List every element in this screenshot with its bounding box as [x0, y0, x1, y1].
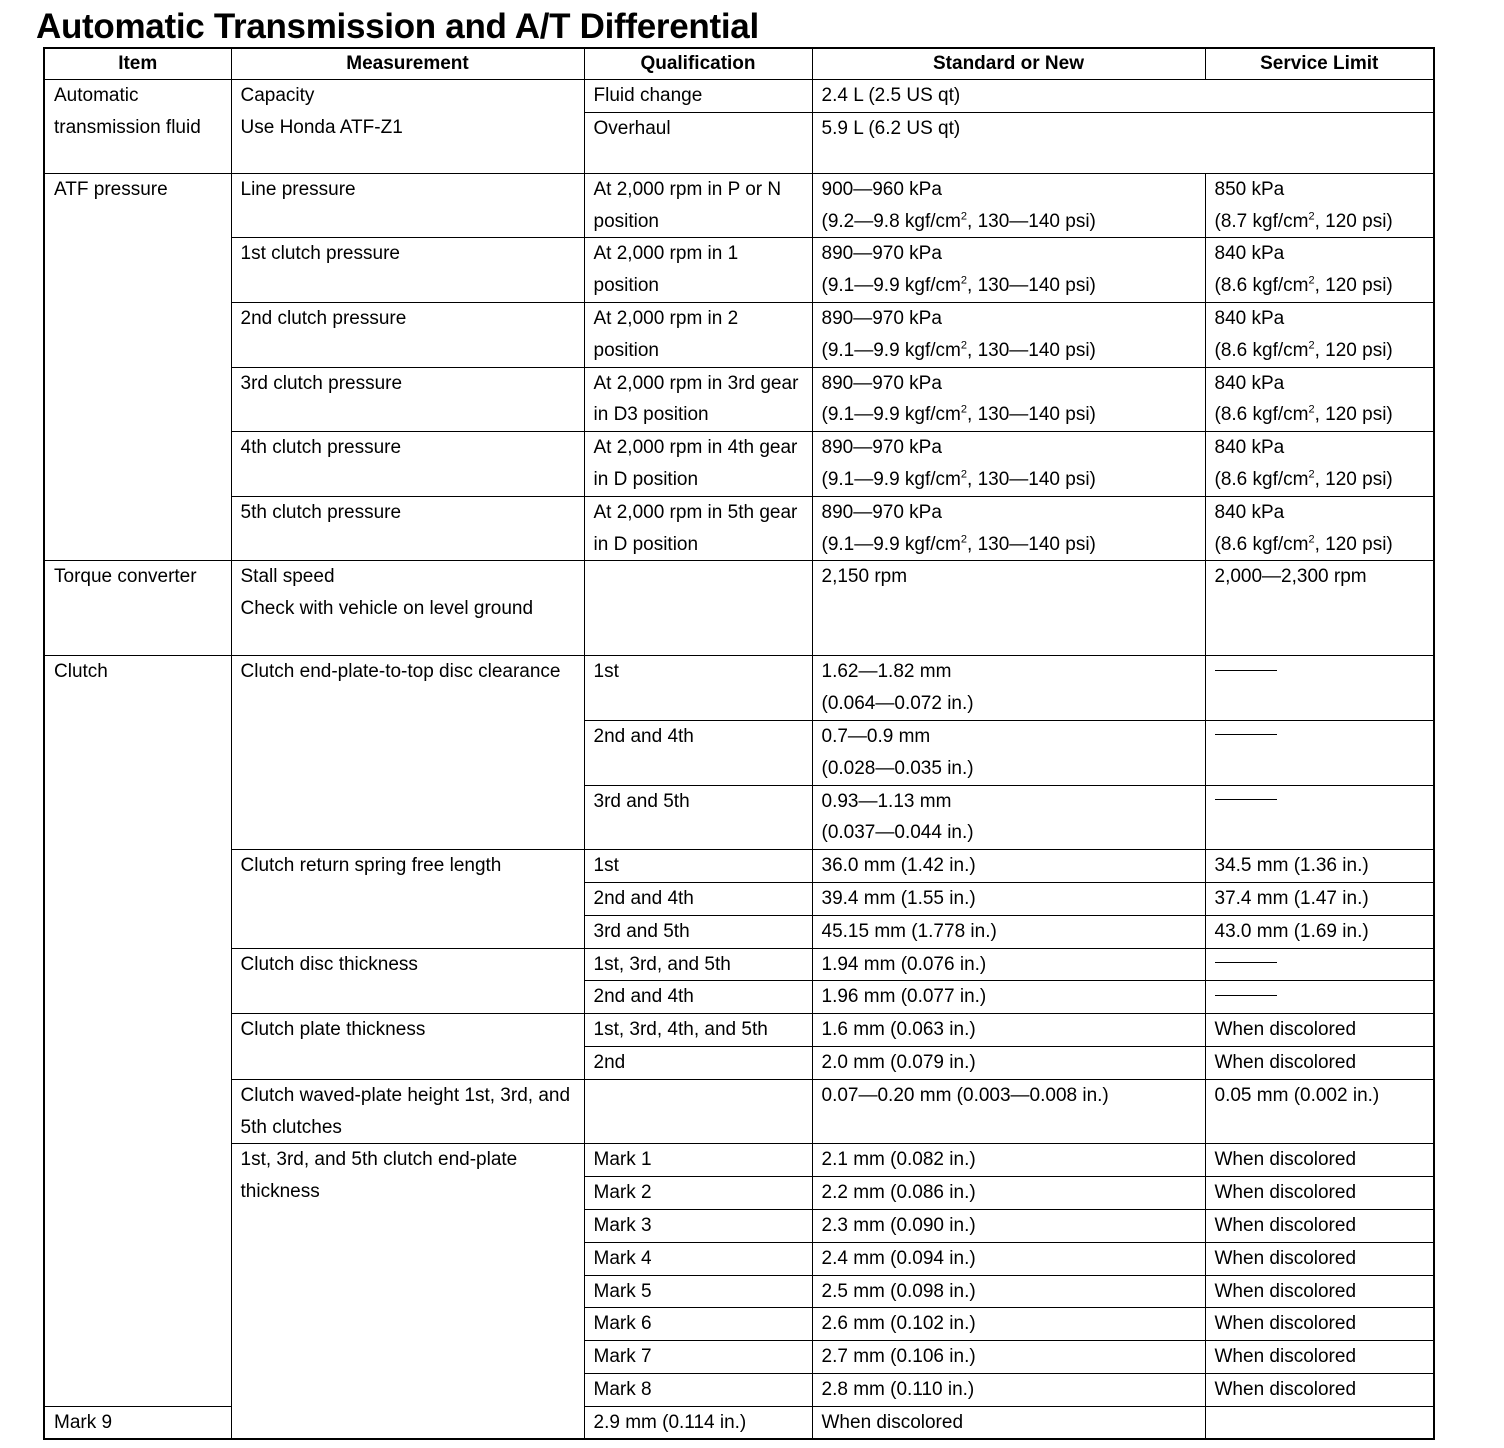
superscript: 2	[1308, 339, 1315, 352]
superscript: 2	[960, 404, 968, 417]
limit-cell: When discolored	[1205, 1014, 1434, 1047]
limit-cell	[1205, 367, 1434, 432]
standard-cell: 2.5 mm (0.098 in.)	[812, 1275, 1205, 1308]
measurement-cell: 1st clutch pressure	[231, 238, 584, 303]
limit-value-alt	[1215, 529, 1425, 561]
standard-value-alt: (0.028—0.035 in.)	[821, 757, 974, 779]
measurement-cell: 4th clutch pressure	[231, 432, 584, 497]
table-row	[44, 238, 1434, 303]
value-part: (8.6 kgf/cm	[1214, 404, 1309, 426]
value-part: (9.1—9.9 kgf/cm	[821, 468, 961, 490]
qualification-cell: 1st, 3rd, 4th, and 5th	[584, 1014, 812, 1047]
limit-cell: When discolored	[812, 1406, 1205, 1439]
value-part: (9.1—9.9 kgf/cm	[821, 533, 961, 555]
superscript: 2	[1308, 210, 1315, 223]
standard-value: 890—970 kPa	[821, 501, 942, 523]
standard-cell: 2.3 mm (0.090 in.)	[812, 1209, 1205, 1242]
measurement-label: Stall speed	[240, 566, 335, 588]
qualification-cell: Mark 8	[584, 1373, 812, 1406]
standard-cell	[812, 656, 1205, 721]
standard-cell: 2.7 mm (0.106 in.)	[812, 1341, 1205, 1374]
standard-value: 890—970 kPa	[821, 372, 942, 394]
limit-value-alt	[1215, 335, 1425, 367]
limit-value-alt	[1215, 399, 1425, 431]
measurement-cell: Clutch disc thickness	[231, 948, 584, 1014]
standard-cell: 5.9 L (6.2 US qt)	[812, 112, 1434, 173]
qualification-cell: 1st, 3rd, and 5th	[584, 948, 812, 981]
limit-value-alt	[1215, 206, 1425, 238]
limit-cell: When discolored	[1205, 1341, 1434, 1374]
standard-value-alt	[822, 399, 1196, 431]
superscript: 2	[1308, 533, 1315, 546]
limit-cell: 2,000—2,300 rpm	[1205, 561, 1434, 656]
limit-value: 840 kPa	[1214, 307, 1285, 329]
qualification-cell: Mark 4	[584, 1242, 812, 1275]
no-limit-dash	[1215, 995, 1277, 996]
qualification-cell: 3rd and 5th	[584, 785, 812, 850]
table-row	[44, 948, 1434, 981]
value-part: , 130—140 psi)	[967, 339, 1096, 361]
measurement-cell: 3rd clutch pressure	[231, 367, 584, 432]
standard-cell	[812, 238, 1205, 303]
col-header-qualification: Qualification	[584, 48, 812, 80]
value-part: , 120 psi)	[1314, 339, 1393, 361]
table-row	[44, 496, 1434, 561]
superscript: 2	[960, 533, 968, 546]
qualification-cell: 2nd and 4th	[584, 981, 812, 1014]
limit-cell: 37.4 mm (1.47 in.)	[1205, 882, 1434, 915]
value-part: , 130—140 psi)	[967, 533, 1096, 555]
standard-value-alt: (0.064—0.072 in.)	[821, 693, 974, 715]
measurement-cell: 1st, 3rd, and 5th clutch end-plate thickness	[231, 1144, 584, 1440]
col-header-standard: Standard or New	[812, 48, 1205, 80]
standard-cell	[812, 720, 1205, 785]
limit-cell: When discolored	[1205, 1242, 1434, 1275]
limit-cell	[1205, 981, 1434, 1014]
qualification-cell: 1st	[584, 656, 812, 721]
col-header-measurement: Measurement	[231, 48, 584, 80]
no-limit-dash	[1215, 670, 1277, 671]
qualification-cell: At 2,000 rpm in 5th gear in D position	[584, 496, 812, 561]
limit-cell	[1205, 720, 1434, 785]
col-header-item: Item	[44, 48, 231, 80]
standard-cell: 2.4 L (2.5 US qt)	[812, 80, 1434, 113]
item-cell: Torque converter	[44, 561, 231, 656]
table-row	[44, 656, 1434, 721]
standard-cell: 2.1 mm (0.082 in.)	[812, 1144, 1205, 1177]
value-part: (8.7 kgf/cm	[1214, 210, 1309, 232]
qualification-cell: Overhaul	[584, 112, 812, 173]
standard-cell: 1.94 mm (0.076 in.)	[812, 948, 1205, 981]
table-row	[44, 432, 1434, 497]
measurement-cell: 5th clutch pressure	[231, 496, 584, 561]
value-part: , 130—140 psi)	[967, 468, 1096, 490]
measurement-label: Capacity	[240, 85, 315, 106]
limit-cell	[1205, 173, 1434, 238]
standard-value-alt	[822, 464, 1196, 496]
standard-cell: 2.0 mm (0.079 in.)	[812, 1046, 1205, 1079]
value-part: , 120 psi)	[1314, 275, 1393, 297]
standard-cell: 1.6 mm (0.063 in.)	[812, 1014, 1205, 1047]
qualification-cell: At 2,000 rpm in 1 position	[584, 238, 812, 303]
standard-value-alt	[822, 206, 1196, 238]
standard-value-alt	[822, 270, 1196, 302]
value-part: , 120 psi)	[1314, 404, 1393, 426]
qualification-cell: 2nd and 4th	[584, 720, 812, 785]
standard-value-alt	[822, 529, 1196, 561]
standard-cell: 2.9 mm (0.114 in.)	[584, 1406, 812, 1439]
table-row	[44, 850, 1434, 883]
standard-cell	[812, 367, 1205, 432]
limit-value: 840 kPa	[1214, 501, 1285, 523]
measurement-note: Use Honda ATF-Z1	[240, 116, 403, 138]
standard-value: 1.62—1.82 mm	[821, 661, 952, 683]
measurement-cell	[231, 80, 584, 174]
page-title: Automatic Transmission and A/T Differential	[36, 7, 759, 46]
qualification-cell: Mark 3	[584, 1209, 812, 1242]
standard-cell: 0.07—0.20 mm (0.003—0.008 in.)	[812, 1079, 1205, 1144]
qualification-cell: At 2,000 rpm in 4th gear in D position	[584, 432, 812, 497]
qualification-cell: 2nd and 4th	[584, 882, 812, 915]
limit-value: 840 kPa	[1214, 437, 1285, 459]
qualification-cell: Fluid change	[584, 80, 812, 113]
qualification-cell: At 2,000 rpm in 3rd gear in D3 position	[584, 367, 812, 432]
standard-cell: 2.2 mm (0.086 in.)	[812, 1177, 1205, 1210]
value-part: , 120 psi)	[1314, 533, 1393, 555]
standard-value: 890—970 kPa	[821, 437, 942, 459]
qualification-cell: At 2,000 rpm in P or N position	[584, 173, 812, 238]
limit-value: 840 kPa	[1214, 243, 1285, 265]
value-part: (8.6 kgf/cm	[1214, 533, 1309, 555]
value-part: (9.1—9.9 kgf/cm	[821, 275, 961, 297]
qualification-cell	[584, 1079, 812, 1144]
limit-value: 840 kPa	[1214, 372, 1285, 394]
limit-cell: 34.5 mm (1.36 in.)	[1205, 850, 1434, 883]
value-part: (9.1—9.9 kgf/cm	[821, 404, 961, 426]
measurement-cell: Clutch return spring free length	[231, 850, 584, 948]
header-row	[44, 48, 1434, 80]
standard-value: 900—960 kPa	[821, 178, 942, 200]
qualification-cell: 3rd and 5th	[584, 915, 812, 948]
table-row	[44, 173, 1434, 238]
qualification-cell: Mark 6	[584, 1308, 812, 1341]
measurement-cell: Clutch waved-plate height 1st, 3rd, and 5th clutches	[231, 1079, 584, 1144]
value-part: , 130—140 psi)	[967, 275, 1096, 297]
measurement-cell: 2nd clutch pressure	[231, 302, 584, 367]
limit-cell	[1205, 302, 1434, 367]
standard-value: 890—970 kPa	[821, 307, 942, 329]
qualification-cell: At 2,000 rpm in 2 position	[584, 302, 812, 367]
col-header-service-limit: Service Limit	[1205, 48, 1434, 80]
qualification-cell	[584, 561, 812, 656]
item-cell: ATF pressure	[44, 173, 231, 561]
limit-cell	[1205, 432, 1434, 497]
table-row	[44, 80, 1434, 113]
standard-cell	[812, 496, 1205, 561]
no-limit-dash	[1215, 734, 1277, 735]
table-row	[44, 561, 1434, 656]
standard-cell: 2.8 mm (0.110 in.)	[812, 1373, 1205, 1406]
value-part: (8.6 kgf/cm	[1214, 468, 1309, 490]
table-row	[44, 367, 1434, 432]
standard-value-alt	[822, 335, 1196, 367]
standard-cell: 2.4 mm (0.094 in.)	[812, 1242, 1205, 1275]
standard-cell: 1.96 mm (0.077 in.)	[812, 981, 1205, 1014]
limit-value-alt	[1215, 464, 1425, 496]
measurement-cell: Line pressure	[231, 173, 584, 238]
standard-value: 0.93—1.13 mm	[821, 790, 952, 812]
qualification-cell: 2nd	[584, 1046, 812, 1079]
limit-cell: When discolored	[1205, 1144, 1434, 1177]
limit-cell: When discolored	[1205, 1046, 1434, 1079]
qualification-cell: Mark 2	[584, 1177, 812, 1210]
table-row	[44, 1144, 1434, 1177]
qualification-cell: Mark 5	[584, 1275, 812, 1308]
standard-cell: 2.6 mm (0.102 in.)	[812, 1308, 1205, 1341]
standard-cell	[812, 785, 1205, 850]
item-cell: Automatic transmission fluid	[44, 80, 231, 174]
limit-cell	[1205, 238, 1434, 303]
standard-value-alt: (0.037—0.044 in.)	[821, 822, 974, 844]
measurement-cell: Clutch end-plate-to-top disc clearance	[231, 656, 584, 850]
limit-cell	[1205, 656, 1434, 721]
standard-cell	[812, 302, 1205, 367]
qualification-cell: 1st	[584, 850, 812, 883]
value-part: (9.2—9.8 kgf/cm	[821, 210, 961, 232]
superscript: 2	[1308, 274, 1315, 287]
value-part: , 130—140 psi)	[967, 210, 1096, 232]
standard-cell	[812, 173, 1205, 238]
limit-value-alt	[1215, 270, 1425, 302]
superscript: 2	[960, 274, 968, 287]
limit-value: 850 kPa	[1214, 178, 1285, 200]
qualification-cell: Mark 7	[584, 1341, 812, 1374]
value-part: , 120 psi)	[1314, 210, 1393, 232]
value-part: , 130—140 psi)	[967, 404, 1096, 426]
limit-cell: 43.0 mm (1.69 in.)	[1205, 915, 1434, 948]
value-part: , 120 psi)	[1314, 468, 1393, 490]
superscript: 2	[960, 339, 968, 352]
standard-cell	[812, 432, 1205, 497]
standard-value: 0.7—0.9 mm	[821, 725, 931, 747]
limit-cell: When discolored	[1205, 1373, 1434, 1406]
limit-cell: 0.05 mm (0.002 in.)	[1205, 1079, 1434, 1144]
limit-cell	[1205, 785, 1434, 850]
measurement-cell	[231, 561, 584, 656]
value-part: (8.6 kgf/cm	[1214, 275, 1309, 297]
standard-value: 890—970 kPa	[821, 243, 942, 265]
qualification-cell: Mark 1	[584, 1144, 812, 1177]
limit-cell	[1205, 496, 1434, 561]
spec-table	[43, 47, 1435, 1440]
standard-cell: 2,150 rpm	[812, 561, 1205, 656]
superscript: 2	[1308, 404, 1315, 417]
table-row	[44, 1014, 1434, 1047]
item-cell: Clutch	[44, 656, 231, 1406]
value-part: (8.6 kgf/cm	[1214, 339, 1309, 361]
limit-cell: When discolored	[1205, 1308, 1434, 1341]
no-limit-dash	[1215, 799, 1277, 800]
table-row	[44, 1079, 1434, 1144]
standard-cell: 36.0 mm (1.42 in.)	[812, 850, 1205, 883]
qualification-cell: Mark 9	[44, 1406, 231, 1439]
measurement-cell: Clutch plate thickness	[231, 1014, 584, 1080]
table-row	[44, 302, 1434, 367]
limit-cell: When discolored	[1205, 1209, 1434, 1242]
measurement-note: Check with vehicle on level ground	[240, 598, 534, 620]
limit-cell: When discolored	[1205, 1177, 1434, 1210]
limit-cell	[1205, 948, 1434, 981]
superscript: 2	[1308, 468, 1315, 481]
superscript: 2	[960, 468, 968, 481]
no-limit-dash	[1215, 962, 1277, 963]
standard-cell: 39.4 mm (1.55 in.)	[812, 882, 1205, 915]
superscript: 2	[960, 210, 968, 223]
value-part: (9.1—9.9 kgf/cm	[821, 339, 961, 361]
standard-cell: 45.15 mm (1.778 in.)	[812, 915, 1205, 948]
limit-cell: When discolored	[1205, 1275, 1434, 1308]
